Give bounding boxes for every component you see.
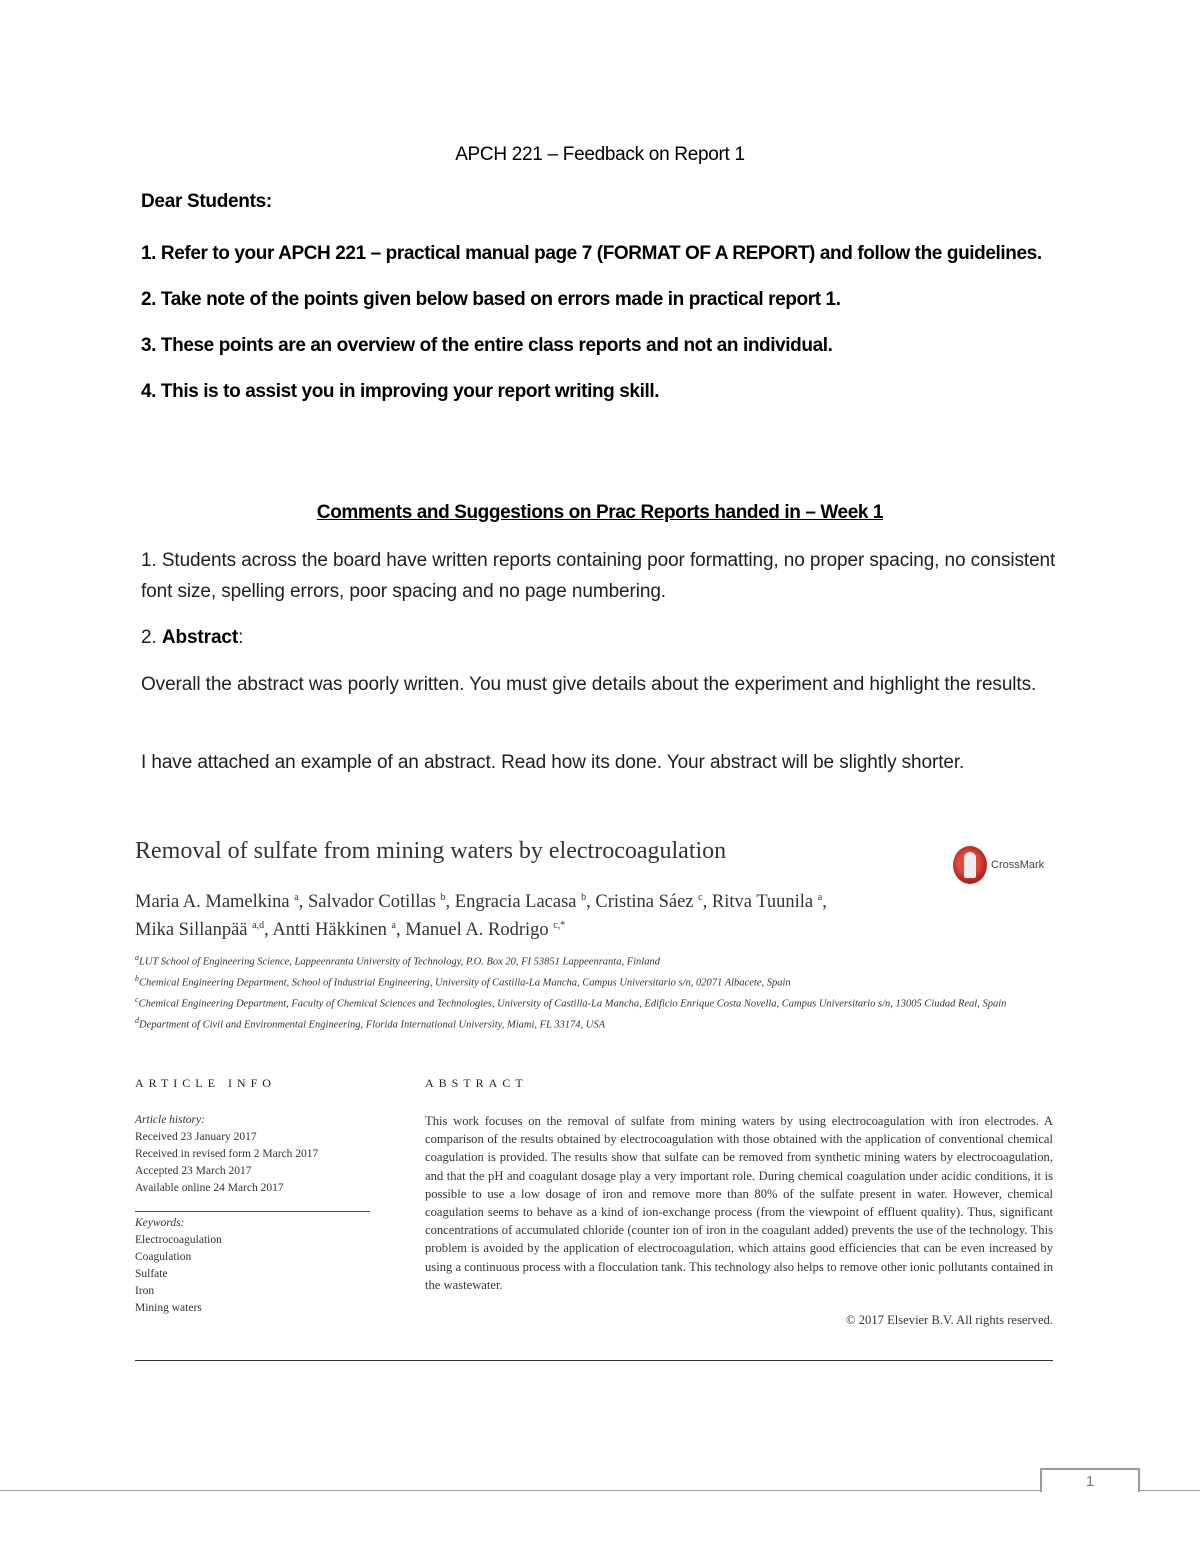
abstract-body: This work focuses on the removal of sulfate from mining waters by using electrocoagulation with iron electrodes. A comparison of the results obtained by electrocoagulation with those obtained with the application of conventional chemical coagulation is provided. The results show that sulfate can be removed from synthetic mining waters by electrocoagulation, and that the pH and coagulant dosage play a very important role. During chemical coagulation under acidic conditions, it is possible to use a low dosage of iron and remove more than 80% of the sulfate present in water. However, chemical coagulation seems to behave as a kind of ion-exchange process (from the viewpoint of effluent quality). Thus, significant concentrations of accumulated chloride (counter ion of iron in the coagulant added) prevents the use of the technology. This problem is avoided by the application of electrocoagulation, which attains good efficiencies that can be even increased by using a continuous process with a flocculation tank. This technology also helps to remove other ionic pollutants contained in the wastewater.: [425, 1114, 1053, 1292]
affiliation: $^b$Chemical Engineering Department, School of Industrial Engineering, University of Castilla-La Mancha, Campus Universitario s/n, 02071 Albacete, Spain: [135, 974, 791, 989]
author: Salvador Cotillas $^b$,: [307, 892, 455, 913]
affiliation: $^d$Department of Civil and Environmental Engineering, Florida International University, Miami, FL 33174, USA: [135, 1016, 606, 1031]
keyword: Mining waters: [135, 1302, 202, 1314]
affiliation: $^c$Chemical Engineering Department, Faculty of Chemical Sciences and Technologies, University of Castilla-La Mancha, Edificio Enrique Costa Novella, Campus Universitario s/n, 13005 Ciudad Real, Spain: [135, 995, 1007, 1010]
author: Mika Sillanpää $^{a,d}$,: [135, 920, 273, 941]
history-item: Accepted 23 March 2017: [135, 1165, 252, 1177]
author: Antti Häkkinen $^a$,: [272, 920, 406, 941]
affiliation: $^a$LUT School of Engineering Science, Lappeenranta University of Technology, P.O. Box 20, FI 53851 Lappeenranta, Finland: [135, 953, 660, 968]
article-affiliations: [135, 950, 1045, 1034]
instruction-item: 1. Refer to your APCH 221 – practical manual page 7 (FORMAT OF A REPORT) and follow the guidelines.: [141, 243, 1042, 264]
history-item: Available online 24 March 2017: [135, 1182, 284, 1194]
colon: :: [238, 627, 244, 648]
keywords-list: [135, 1215, 222, 1317]
author: Engracia Lacasa $^b$,: [454, 892, 596, 913]
author: Cristina Sáez $^c$,: [595, 892, 712, 913]
instruction-item: 4. This is to assist you in improving your report writing skill.: [141, 381, 660, 402]
author: Manuel A. Rodrigo $^{c,*}$: [405, 920, 566, 941]
crossmark-icon: [953, 846, 987, 884]
abstract-comment: Overall the abstract was poorly written. You must give details about the experiment and highlight the results.: [141, 674, 1037, 695]
instruction-list: [141, 238, 1061, 422]
article-info-heading: ARTICLE INFO: [135, 1076, 276, 1090]
article-history: [135, 1112, 370, 1197]
history-item: Received 23 January 2017: [135, 1131, 257, 1143]
keyword: Iron: [135, 1285, 155, 1297]
author: Maria A. Mamelkina $^a$,: [135, 892, 308, 913]
page-number: 1: [1085, 1473, 1095, 1490]
history-label: Article history:: [135, 1114, 205, 1126]
history-item: Received in revised form 2 March 2017: [135, 1148, 319, 1160]
abstract-label: Abstract: [161, 627, 239, 648]
example-note: I have attached an example of an abstract. Read how its done. Your abstract will be slightly shorter.: [141, 752, 965, 773]
keyword: Sulfate: [135, 1268, 168, 1280]
keyword: Coagulation: [135, 1251, 192, 1263]
instruction-item: 3. These points are an overview of the entire class reports and not an individual.: [141, 335, 833, 356]
copyright: © 2017 Elsevier B.V. All rights reserved.: [846, 1313, 1053, 1327]
crossmark-badge: [953, 846, 1044, 884]
article-title: Removal of sulfate from mining waters by electrocoagulation: [135, 838, 727, 864]
page-title: APCH 221 – Feedback on Report 1: [455, 144, 745, 165]
crossmark-label: CrossMark: [991, 859, 1045, 871]
article-excerpt-image: [135, 838, 1055, 1368]
article-authors: [135, 886, 1035, 942]
keywords-label: Keywords:: [135, 1217, 185, 1229]
author: Ritva Tuunila $^a$,: [711, 892, 827, 913]
greeting: Dear Students:: [141, 191, 272, 212]
comment-abstract-heading: [141, 622, 1071, 653]
footer-line: [0, 1490, 1200, 1491]
comment-formatting: 1. Students across the board have written reports containing poor formatting, no proper spacing, no consistent font size, spelling errors, poor spacing and no page numbering.: [141, 550, 1056, 602]
divider: [135, 1211, 370, 1212]
instruction-item: 2. Take note of the points given below based on errors made in practical report 1.: [141, 289, 841, 310]
comment-number: 2.: [141, 627, 162, 648]
abstract-heading: ABSTRACT: [425, 1076, 528, 1090]
section-heading: Comments and Suggestions on Prac Reports handed in – Week 1: [316, 502, 884, 523]
divider: [135, 1360, 1053, 1361]
keyword: Electrocoagulation: [135, 1234, 222, 1246]
